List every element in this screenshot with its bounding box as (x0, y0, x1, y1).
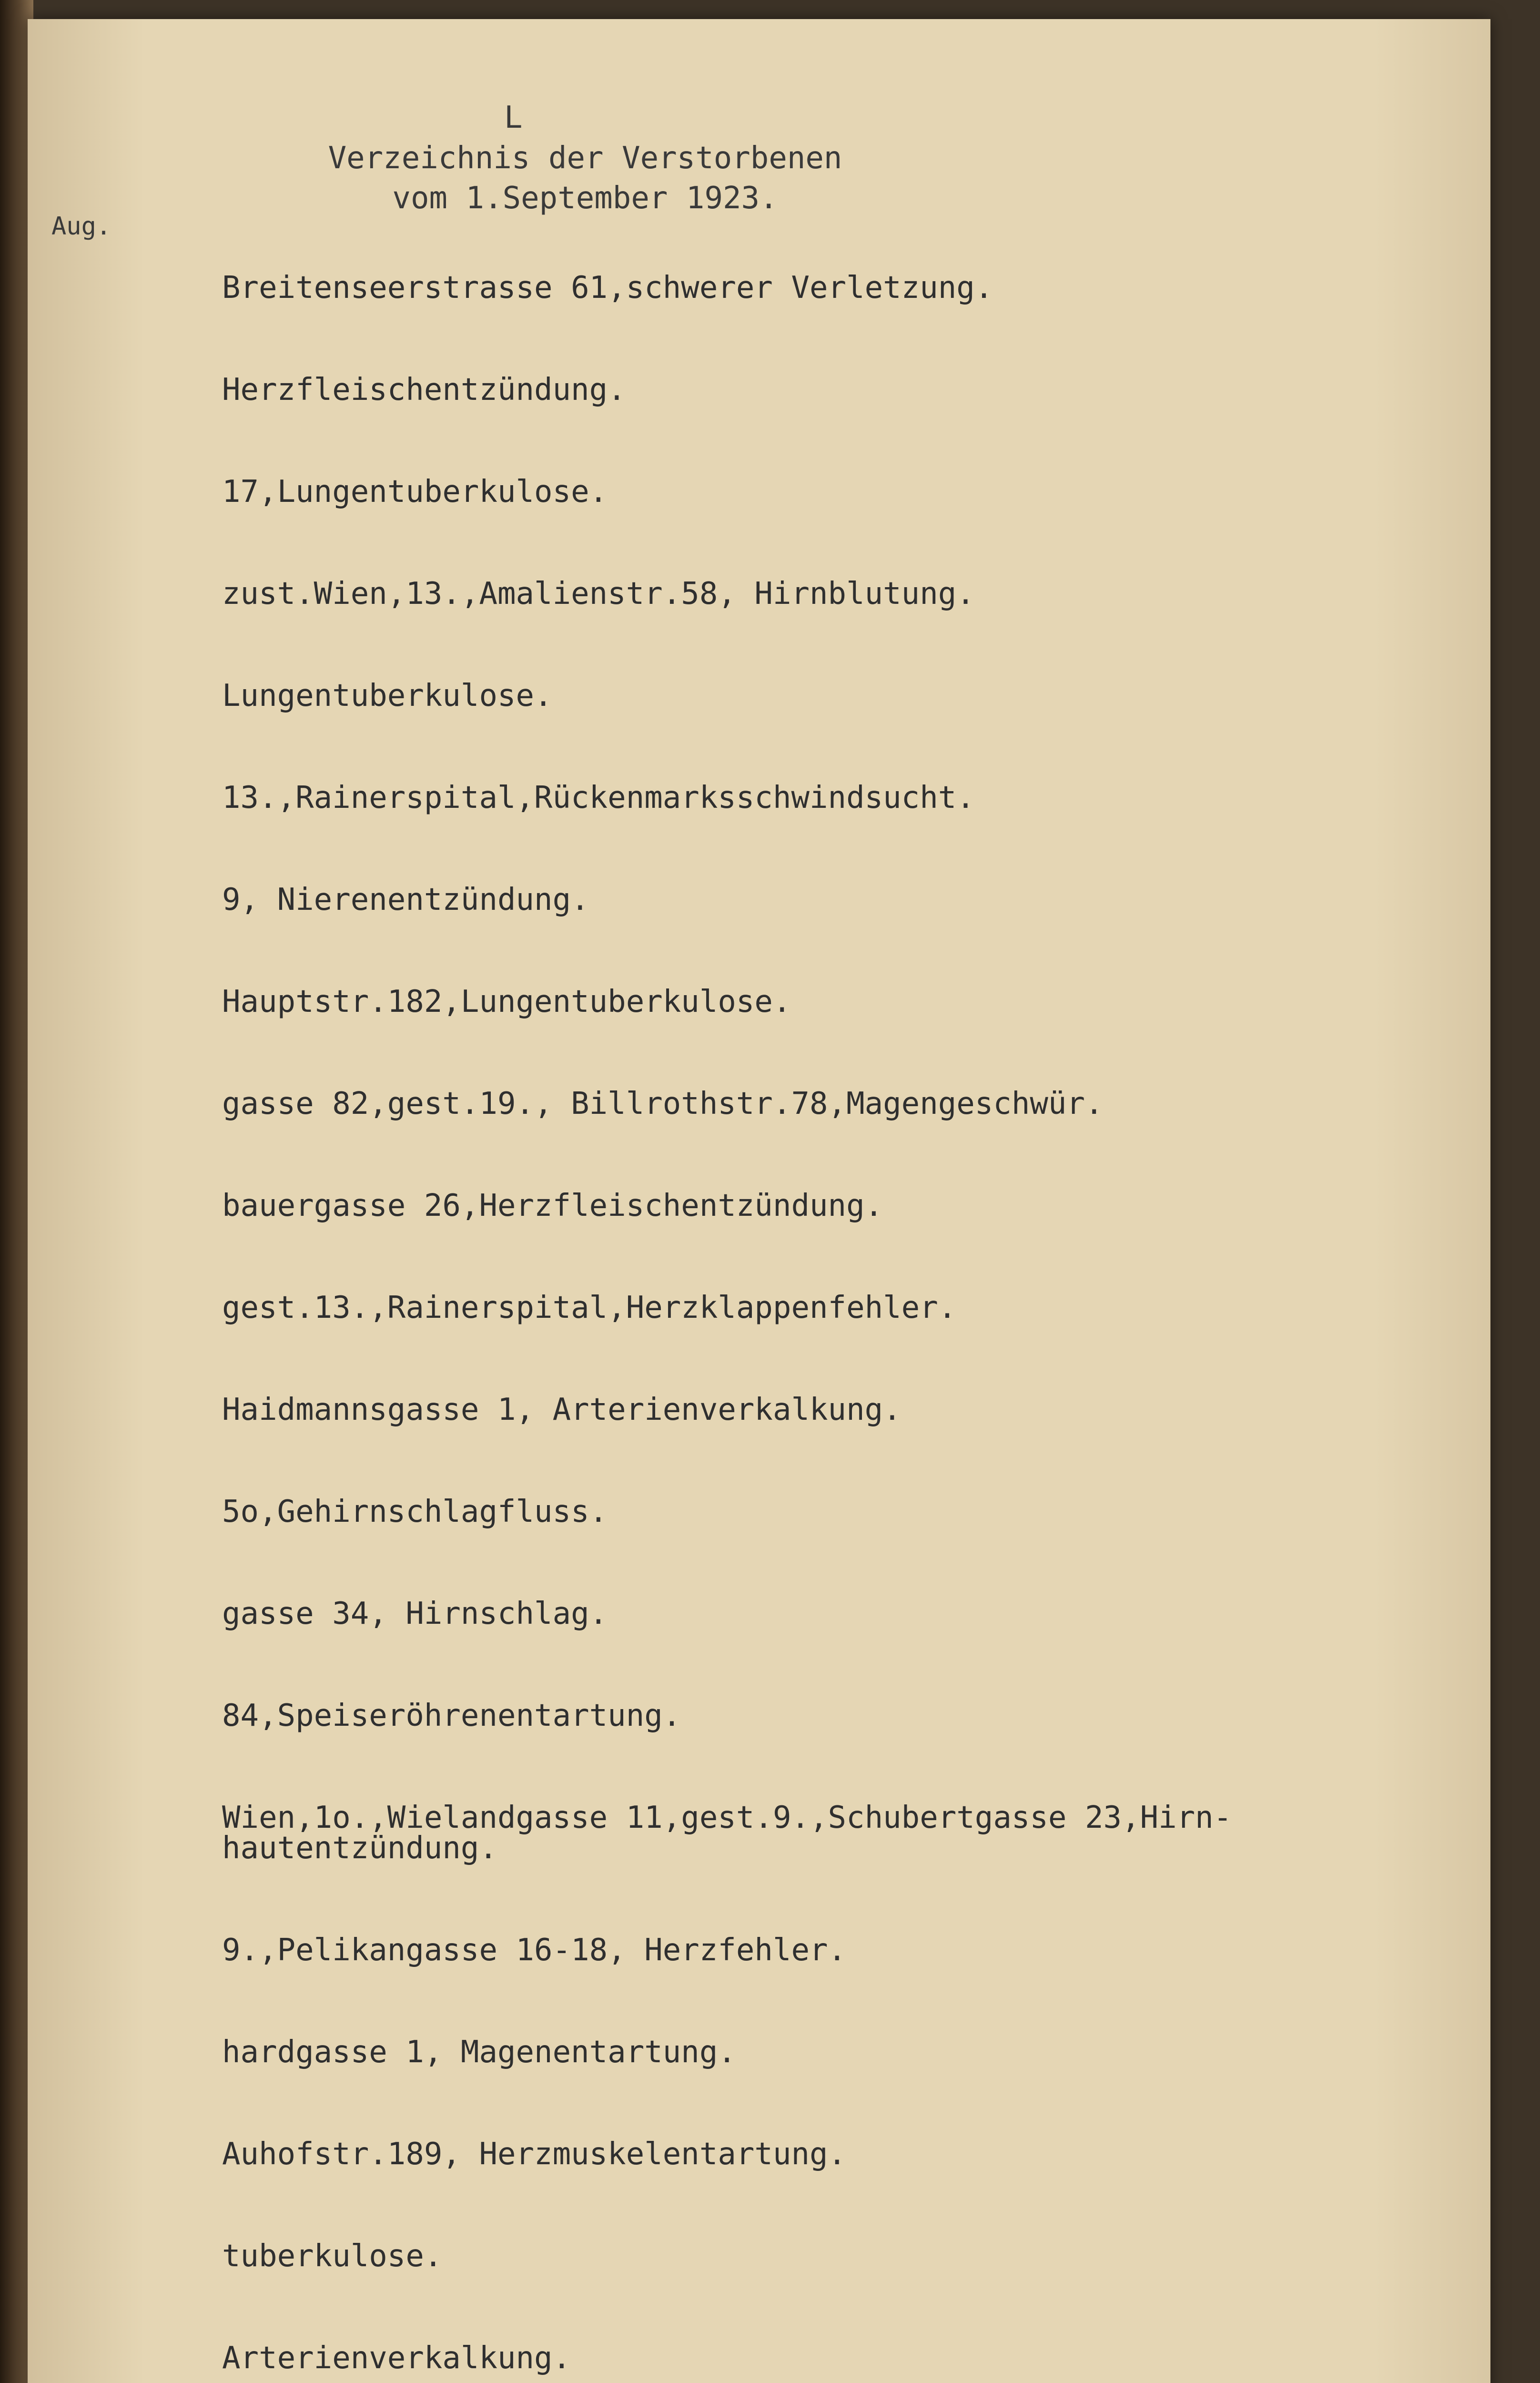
entry-continuation: gasse 34, Hirnschlag. (222, 1596, 608, 1631)
entry-continuation: zust.Wien,13.,Amalienstr.58, Hirnblutung. (222, 576, 975, 611)
list-item (51, 2203, 1432, 2305)
entry-continuation: 17,Lungentuberkulose. (222, 474, 608, 509)
list-item (51, 948, 1432, 1050)
list-item (51, 1458, 1432, 1560)
entry-continuation: Herzfleischentzündung. (222, 372, 626, 407)
entry-continuation: Breitenseerstrasse 61,schwerer Verletzung. (222, 270, 993, 306)
title-line-1: Verzeichnis der Verstorbenen (328, 141, 842, 176)
list-item (51, 234, 1432, 336)
list-item (51, 1254, 1432, 1356)
month-label: Aug. (51, 212, 111, 241)
entry-continuation: hardgasse 1, Magenentartung. (222, 2035, 736, 2070)
death-register-list (51, 234, 1432, 2383)
entry-continuation: 9.,Pelikangasse 16-18, Herzfehler. (222, 1933, 847, 1968)
list-item (51, 438, 1432, 540)
entry-continuation: tuberkulose. (222, 2239, 443, 2274)
list-item (51, 2101, 1432, 2203)
entry-continuation: gest.13.,Rainerspital,Herzklappenfehler. (222, 1290, 957, 1325)
list-item (51, 336, 1432, 438)
list-item (51, 1662, 1432, 1764)
list-item (51, 1560, 1432, 1662)
entry-continuation: Hauptstr.182,Lungentuberkulose. (222, 984, 791, 1019)
list-item (51, 1897, 1432, 1999)
list-item (51, 1764, 1432, 1897)
entry-continuation: 5o,Gehirnschlagfluss. (222, 1494, 608, 1529)
entry-continuation: Wien,1o.,Wielandgasse 11,gest.9.,Schubertgasse 23,Hirn- (222, 1800, 1232, 1835)
entry-continuation: 84,Speiseröhrenentartung. (222, 1698, 681, 1733)
list-item (51, 2305, 1432, 2383)
entry-continuation: gasse 82,gest.19., Billrothstr.78,Magengeschwür. (222, 1086, 1104, 1121)
list-item (51, 846, 1432, 948)
title-line-2: vom 1.September 1923. (392, 181, 778, 216)
list-item (51, 1356, 1432, 1458)
list-item (51, 540, 1432, 642)
entry-continuation: Auhofstr.189, Herzmuskelentartung. (222, 2137, 847, 2172)
entry-continuation: bauergasse 26,Herzfleischentzündung. (222, 1188, 883, 1223)
list-item (51, 642, 1432, 744)
entry-continuation: 9, Nierenentzündung. (222, 882, 589, 917)
document-page (28, 19, 1490, 2383)
entry-continuation: Haidmannsgasse 1, Arterienverkalkung. (222, 1392, 902, 1427)
list-item (51, 744, 1432, 846)
list-item (51, 1999, 1432, 2101)
entry-continuation: Lungentuberkulose. (222, 678, 553, 713)
list-item (51, 1050, 1432, 1152)
entry-continuation: Arterienverkalkung. (222, 2341, 571, 2376)
document-title (275, 138, 895, 218)
page-number: L (504, 100, 523, 135)
list-item (51, 1152, 1432, 1254)
entry-continuation: hautentzündung. (222, 1831, 497, 1866)
entry-continuation: 13.,Rainerspital,Rückenmarksschwindsucht. (222, 780, 975, 815)
